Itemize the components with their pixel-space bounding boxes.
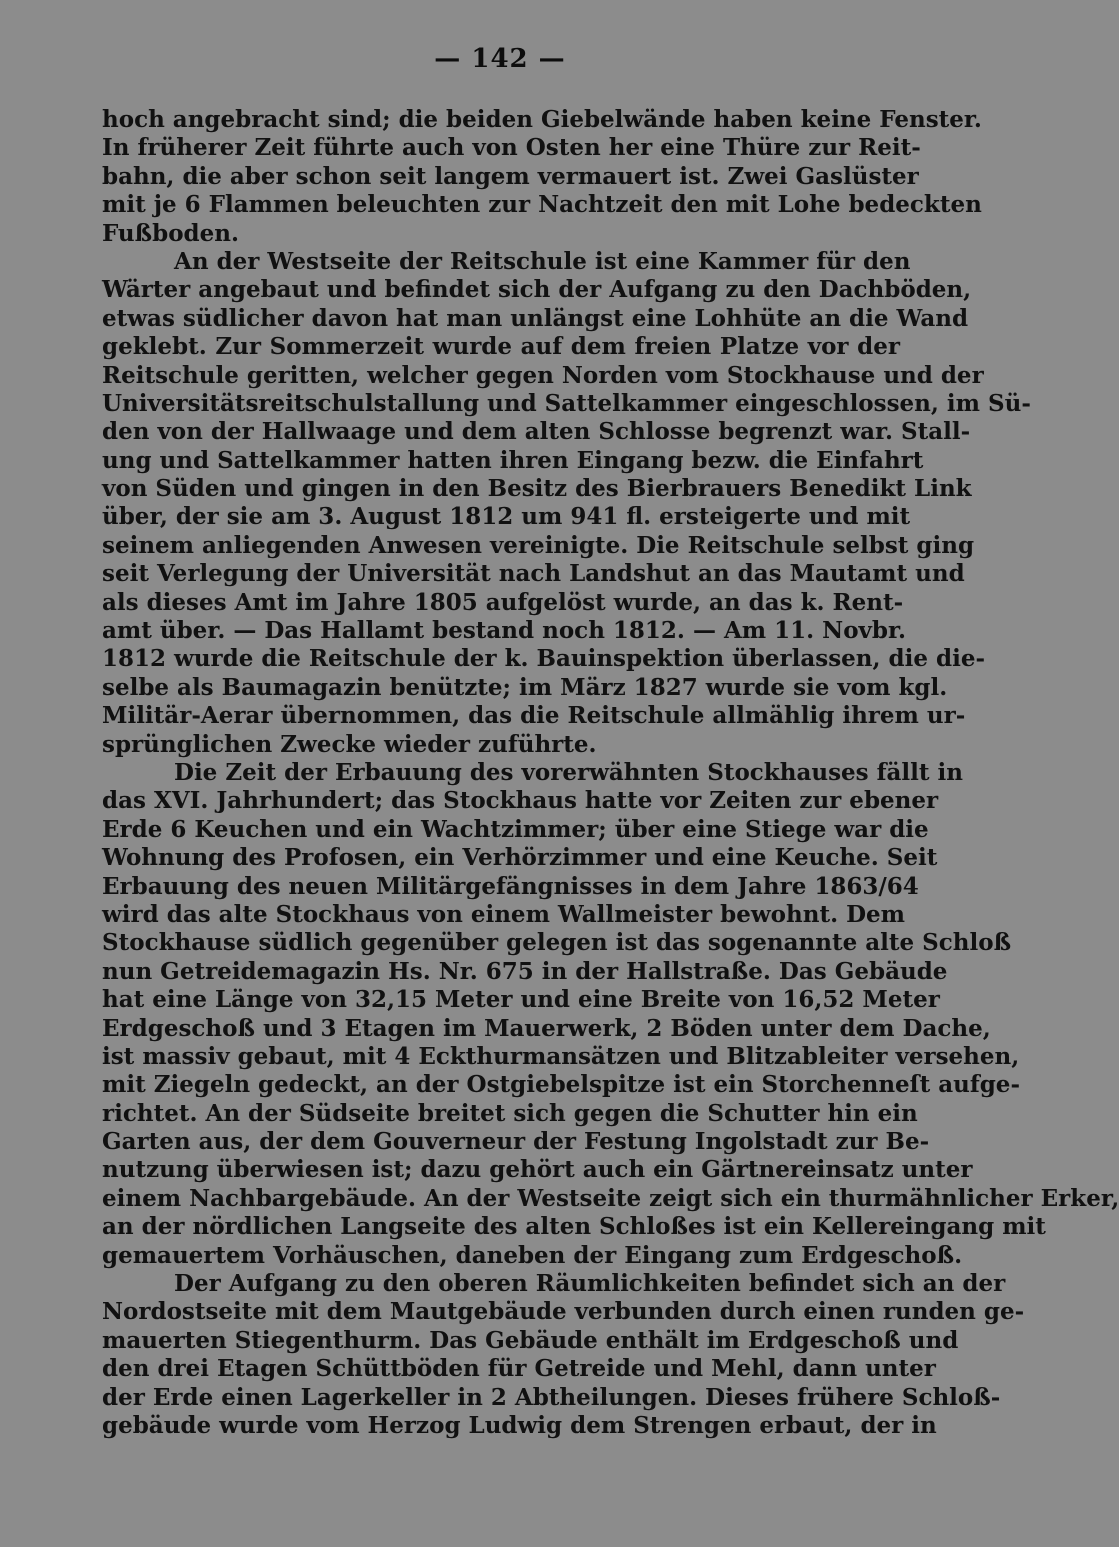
text-line: An der Westseite der Reitschule ist eine Kammer für den (174, 247, 911, 275)
text-line: der Erde einen Lagerkeller in 2 Abtheilungen. Dieses frühere Schloß- (102, 1383, 1001, 1411)
text-line: In früherer Zeit führte auch von Osten her eine Thüre zur Reit- (102, 134, 921, 162)
text-line: sprünglichen Zwecke wieder zuführte. (102, 730, 597, 758)
text-line: einem Nachbargebäude. An der Westseite zeigt sich ein thurmähnlicher Erker, (102, 1184, 1119, 1212)
text-line: wird das alte Stockhaus von einem Wallmeister bewohnt. Dem (102, 900, 906, 928)
text-line: Stockhause südlich gegenüber gelegen ist das sogenannte alte Schloß (102, 929, 1012, 957)
text-line: amt über. — Das Hallamt bestand noch 1812. — Am 11. Novbr. (102, 617, 906, 645)
text-line: über, der sie am 3. August 1812 um 941 fl. ersteigerte und mit (102, 503, 911, 531)
text-line: nun Getreidemagazin Hs. Nr. 675 in der Hallstraße. Das Gebäude (102, 957, 948, 985)
text-line: Militär-Aerar übernommen, das die Reitschule allmählig ihrem ur- (102, 702, 966, 730)
text-line: Reitschule geritten, welcher gegen Norden vom Stockhause und der (102, 361, 984, 389)
page-number: — 142 — (434, 44, 566, 74)
text-line: bahn, die aber schon seit langem vermauert ist. Zwei Gaslüster (102, 162, 919, 190)
text-line: an der nördlichen Langseite des alten Schloßes ist ein Kellereingang mit (102, 1213, 1046, 1241)
text-line: den drei Etagen Schüttböden für Getreide und Mehl, dann unter (102, 1355, 936, 1383)
text-line: Erbauung des neuen Militärgefängnisses in dem Jahre 1863/64 (102, 872, 919, 900)
text-line: richtet. An der Südseite breitet sich gegen die Schutter hin ein (102, 1099, 918, 1127)
text-line: ist massiv gebaut, mit 4 Eckthurmansätzen und Blitzableiter versehen, (102, 1042, 1020, 1070)
text-line: Wärter angebaut und befindet sich der Aufgang zu den Dachböden, (102, 276, 972, 304)
text-line: hoch angebracht sind; die beiden Giebelwände haben keine Fenster. (102, 106, 982, 133)
text-line: mauerten Stiegenthurm. Das Gebäude enthält im Erdgeschoß und (102, 1326, 959, 1354)
text-line: gebäude wurde vom Herzog Ludwig dem Strengen erbaut, der in (102, 1411, 937, 1439)
text-line: nutzung überwiesen ist; dazu gehört auch ein Gärtnereinsatz unter (102, 1156, 973, 1184)
text-line: selbe als Baumagazin benützte; im März 1827 wurde sie vom kgl. (102, 673, 948, 701)
text-line: Garten aus, der dem Gouverneur der Festung Ingolstadt zur Be- (102, 1128, 930, 1156)
text-line: mit Ziegeln gedeckt, an der Ostgiebelspitze ist ein Storchenneſt aufge- (102, 1071, 1020, 1099)
text-line: Erdgeschoß und 3 Etagen im Mauerwerk, 2 Böden unter dem Dache, (102, 1014, 991, 1042)
text-line: seit Verlegung der Universität nach Landshut an das Mautamt und (102, 560, 965, 588)
text-line: mit je 6 Flammen beleuchten zur Nachtzeit den mit Lohe bedeckten (102, 191, 982, 219)
text-line: von Süden und gingen in den Besitz des Bierbrauers Benedikt Link (102, 475, 972, 503)
text-line: Wohnung des Profosen, ein Verhörzimmer und eine Keuche. Seit (102, 844, 938, 872)
text-line: etwas südlicher davon hat man unlängst eine Lohhüte an die Wand (102, 304, 969, 332)
text-line: gemauertem Vorhäuschen, daneben der Eingang zum Erdgeschoß. (102, 1241, 963, 1269)
text-line: das XVI. Jahrhundert; das Stockhaus hatte vor Zeiten zur ebener (102, 787, 939, 815)
text-line: den von der Hallwaage und dem alten Schlosse begrenzt war. Stall- (102, 418, 971, 446)
text-line: Universitätsreitschulstallung und Sattelkammer eingeschlossen, im Sü- (102, 389, 1031, 417)
text-line: Erde 6 Keuchen und ein Wachtzimmer; über eine Stiege war die (102, 815, 929, 843)
text-line: Fußboden. (102, 219, 239, 247)
text-line: geklebt. Zur Sommerzeit wurde auf dem freien Platze vor der (102, 333, 900, 361)
text-line: 1812 wurde die Reitschule der k. Bauinspektion überlassen, die die- (102, 645, 985, 673)
text-line: hat eine Länge von 32,15 Meter und eine Breite von 16,52 Meter (102, 986, 940, 1014)
text-line: als dieses Amt im Jahre 1805 aufgelöst wurde, an das k. Rent- (102, 588, 904, 616)
text-line: Nordostseite mit dem Mautgebäude verbunden durch einen runden ge- (102, 1298, 1025, 1326)
text-line: seinem anliegenden Anwesen vereinigte. Die Reitschule selbst ging (102, 531, 975, 559)
text-line: Der Aufgang zu den oberen Räumlichkeiten befindet sich an der (174, 1270, 1006, 1298)
body-text (102, 106, 1119, 1440)
text-line: ung und Sattelkammer hatten ihren Eingang bezw. die Einfahrt (102, 446, 924, 474)
text-line: Die Zeit der Erbauung des vorerwähnten Stockhauses fällt in (174, 758, 963, 786)
